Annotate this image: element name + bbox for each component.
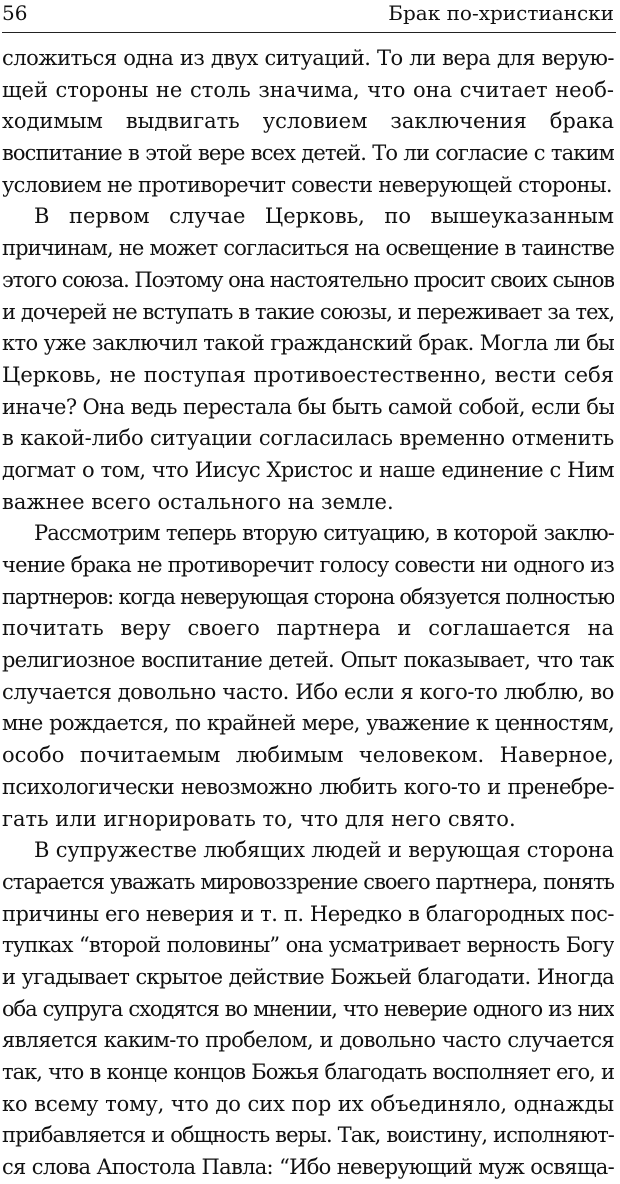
text-line: В супружестве любящих людей и верующая сторона xyxy=(34,838,614,863)
text-line: мне рождается, по крайней мере, уважение к ценностям, xyxy=(2,711,614,736)
text-line: В первом случае Церковь, по вышеуказанным xyxy=(34,204,614,229)
text-line: почитать веру своего партнера и соглашается на xyxy=(2,616,614,641)
text-line: догмат о том, что Иисус Христос и наше единение с Ним xyxy=(2,457,614,482)
text-line: старается уважать мировоззрение своего партнера, понять xyxy=(2,869,614,894)
text-line: оба супруга сходятся во мнении, что неверие одного из них xyxy=(2,996,614,1021)
text-line: и дочерей не вступать в такие союзы, и переживает за тех, xyxy=(2,299,614,324)
text-line: партнеров: когда неверующая сторона обязуется полностью xyxy=(2,584,614,609)
text-line: прибавляется и общность веры. Так, воистину, исполняют- xyxy=(2,1123,614,1148)
body-text xyxy=(2,43,614,1184)
text-line: случается довольно часто. Ибо если я кого-то люблю, во xyxy=(2,679,614,704)
text-line: этого союза. Поэтому она настоятельно просит своих сынов xyxy=(2,267,614,292)
text-line: ся слова Апостола Павла: “Ибо неверующий муж освяща- xyxy=(2,1155,614,1180)
page-number: 56 xyxy=(2,1,28,25)
text-line: Церковь, не поступая противоестественно, вести себя xyxy=(2,362,614,387)
text-line: особо почитаемым любимым человеком. Наверное, xyxy=(2,743,614,768)
text-line: иначе? Она ведь перестала бы быть самой собой, если бы xyxy=(2,394,614,419)
text-line: чение брака не противоречит голосу совести ни одного из xyxy=(2,553,614,577)
text-line: причинам, не может согласиться на освещение в таинстве xyxy=(2,236,614,261)
page-header xyxy=(2,0,614,30)
text-line: Рассмотрим теперь вторую ситуацию, в которой заклю- xyxy=(34,521,614,546)
text-line: психологически невозможно любить кого-то и пренебре- xyxy=(2,774,614,799)
text-line: ходимым выдвигать условием заключения брака xyxy=(2,109,614,134)
header-rule xyxy=(2,32,616,33)
text-line: кто уже заключил такой гражданский брак. Могла ли бы xyxy=(2,331,614,356)
text-line: сложиться одна из двух ситуаций. То ли вера для верую- xyxy=(2,46,614,70)
text-line: важнее всего остального на земле. xyxy=(2,489,394,514)
text-line: религиозное воспитание детей. Опыт показывает, что так xyxy=(2,648,614,673)
text-line: гать или игнорировать то, что для него свято. xyxy=(2,806,516,831)
text-line: тупках “второй половины” она усматривает верность Богу xyxy=(2,933,614,958)
text-line: щей стороны не столь значима, что она считает необ- xyxy=(2,77,614,102)
text-line: воспитание в этой вере всех детей. То ли согласие с таким xyxy=(2,141,614,166)
text-line: и угадывает скрытое действие Божьей благодати. Иногда xyxy=(2,964,614,989)
running-title: Брак по-христиански xyxy=(388,1,614,25)
text-line: в какой-либо ситуации согласилась временно отменить xyxy=(2,426,614,451)
text-line: условием не противоречит совести неверующей стороны. xyxy=(2,172,612,197)
text-line: ко всему тому, что до сих пор их объединяло, однажды xyxy=(2,1091,614,1116)
text-line: так, что в конце концов Божья благодать восполняет его, и xyxy=(2,1060,614,1084)
text-line: причины его неверия и т. п. Нередко в благородных пос- xyxy=(2,901,614,926)
text-line: является каким-то пробелом, и довольно часто случается xyxy=(2,1028,614,1053)
